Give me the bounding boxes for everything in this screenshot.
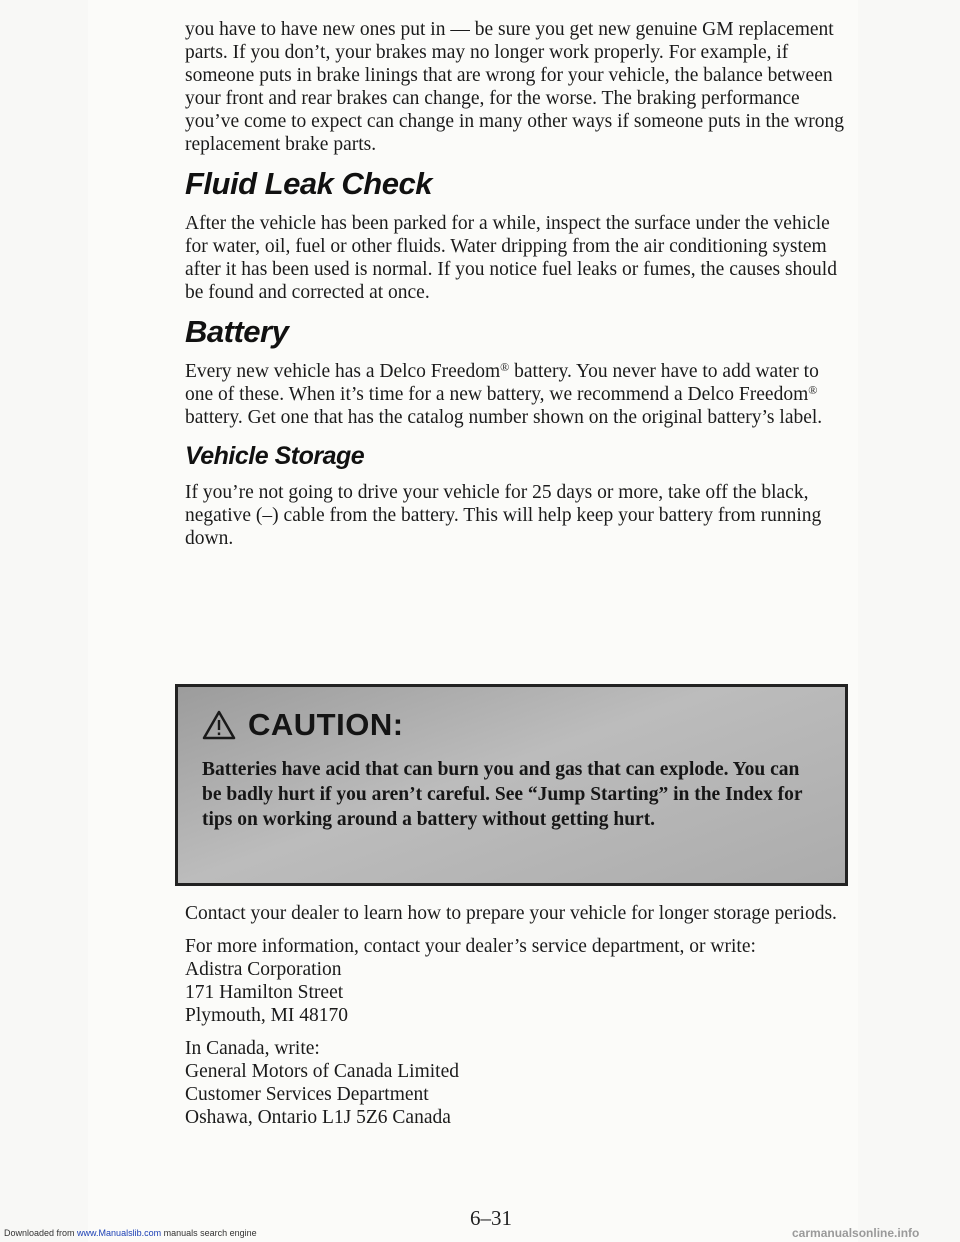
registered-mark: ® [808,383,818,397]
canada-address-line: General Motors of Canada Limited [185,1061,459,1082]
page-number: 6–31 [470,1206,512,1230]
battery-text-1: Every new vehicle has a Delco Freedom [185,361,501,382]
vehicle-storage-heading: Vehicle Storage [185,442,365,470]
battery-text-3: battery. Get one that has the catalog number shown on the original battery’s label. [185,407,823,428]
caution-box [175,684,848,886]
contact-paragraph: Contact your dealer to learn how to prepare your vehicle for longer storage periods. [185,903,837,924]
canada-address-intro: In Canada, write: [185,1038,320,1059]
battery-heading: Battery [185,314,289,349]
footer-suffix: manuals search engine [161,1228,257,1238]
main-content [185,18,845,560]
footer-prefix: Downloaded from [4,1228,78,1238]
canada-address-line: Oshawa, Ontario L1J 5Z6 Canada [185,1107,451,1128]
watermark: carmanualsonline.info [792,1226,920,1240]
caution-header [202,707,404,743]
us-address-intro: For more information, contact your dealer’s service department, or write: [185,936,756,957]
download-footer [4,1228,257,1238]
caution-text: Batteries have acid that can burn you and gas that can explode. You can be badly hurt if you aren’t careful. See “Jump Starting” in the Index for tips on working around a battery without getting hurt. [202,759,803,830]
us-address-line: Adistra Corporation [185,959,342,980]
warning-triangle-icon [202,710,236,740]
fluid-leak-paragraph: After the vehicle has been parked for a while, inspect the surface under the vehicle for water, oil, fuel or other fluids. Water dripping from the air conditioning system after it has been used is normal. If you notice fuel leaks or fumes, the causes should be found and corrected at once. [185,213,837,303]
battery-text-2: battery. You never have to add water to one of these. When it’s time for a new battery, we recommend a Delco Freedom [185,361,819,405]
manualslib-link[interactable]: www.Manualslib.com [77,1228,162,1238]
intro-paragraph: you have to have new ones put in — be sure you get new genuine GM replacement parts. If you don’t, your brakes may no longer work properly. For example, if someone puts in brake linings that are wrong for your vehicle, the balance between your front and rear brakes can change, for the worse. The braking performance you’ve come to expect can change in many other ways if someone puts in the wrong replacement brake parts. [185,19,845,155]
fluid-leak-heading: Fluid Leak Check [185,166,432,201]
vehicle-storage-paragraph: If you’re not going to drive your vehicle for 25 days or more, take off the black, negative (–) cable from the battery. This will help keep your battery from running down. [185,482,822,549]
us-address-line: 171 Hamilton Street [185,982,344,1003]
storage-contact-section [185,902,845,1139]
registered-mark: ® [500,360,510,374]
canada-address-block [185,1037,845,1129]
battery-paragraph [185,360,845,429]
canada-address-line: Customer Services Department [185,1084,429,1105]
caution-title: CAUTION: [248,707,404,742]
us-address-block [185,935,845,1027]
us-address-line: Plymouth, MI 48170 [185,1005,349,1026]
